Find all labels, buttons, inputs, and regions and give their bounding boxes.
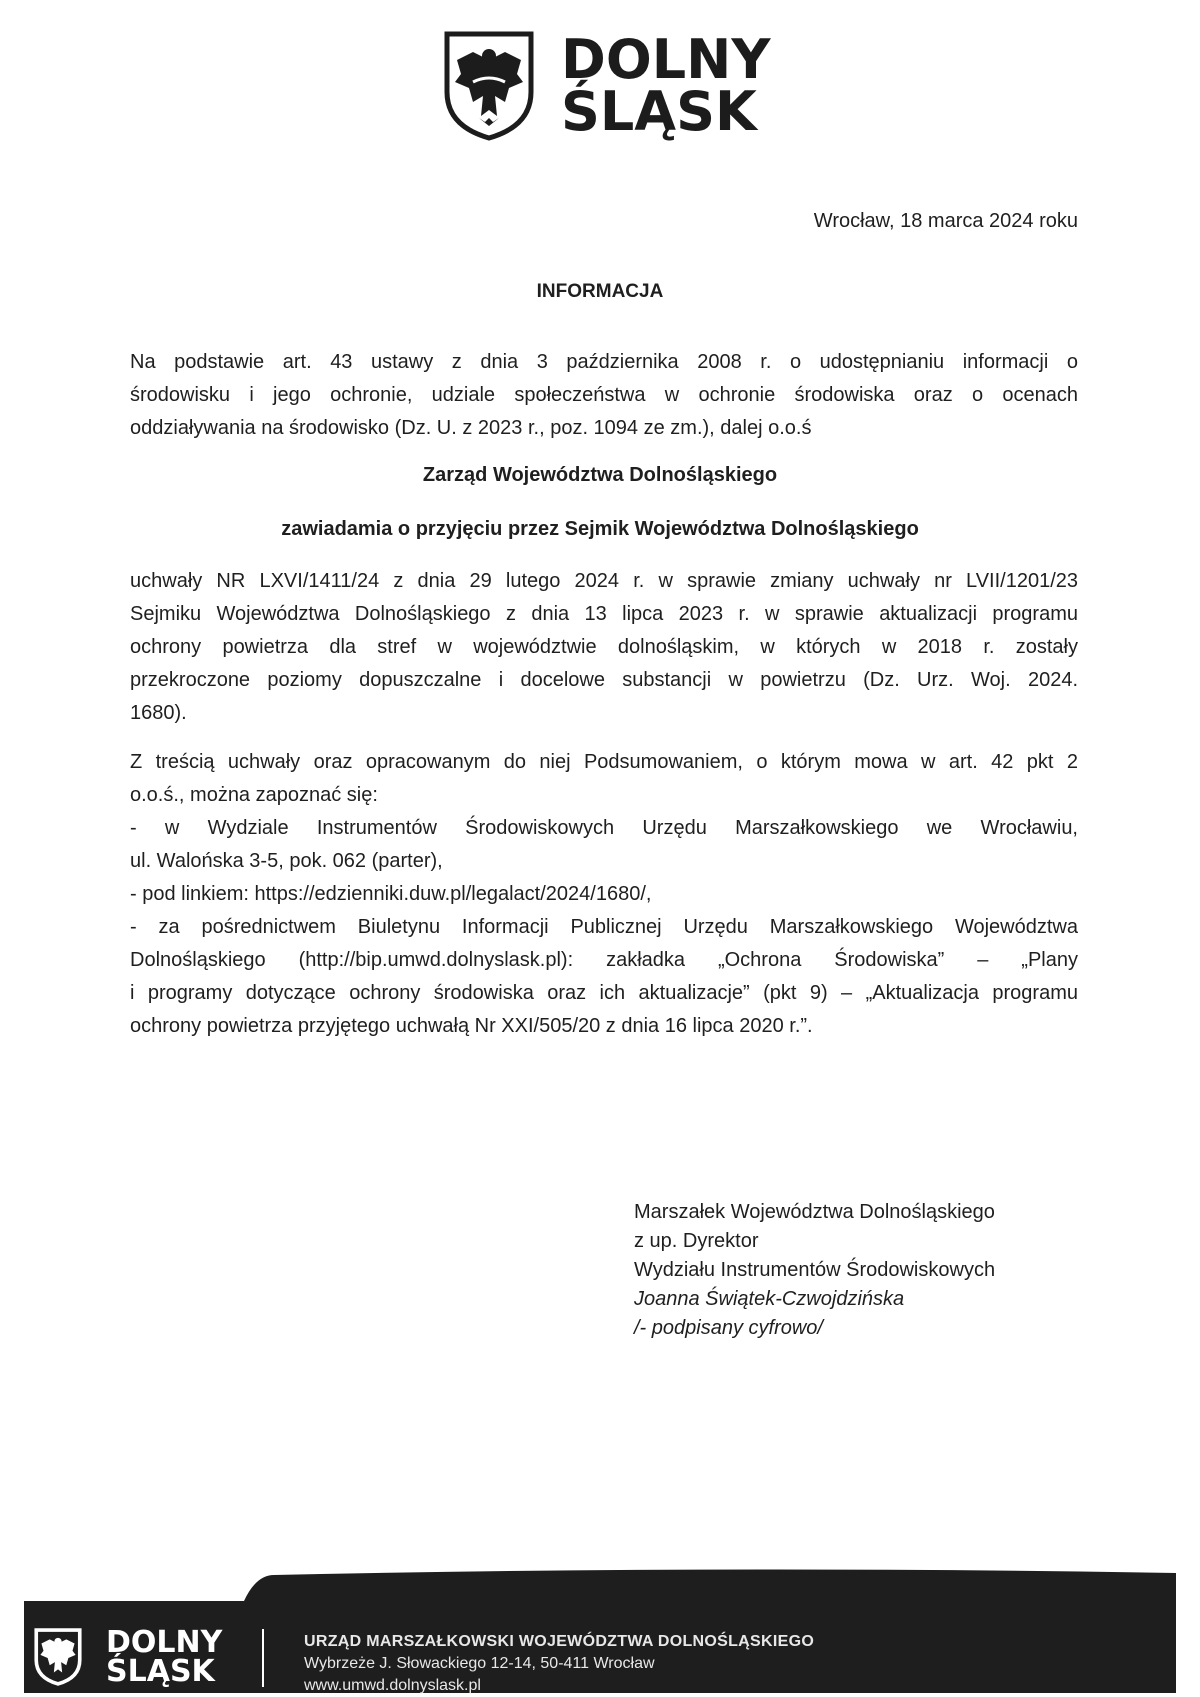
resolution-line: ochrony powietrza dla stref w województwie dolnośląskim, w których w 2018 r. zostały [130,636,1078,658]
resolution-line: uchwały NR LXVI/1411/24 z dnia 29 lutego 2024 r. w sprawie zmiany uchwały nr LVII/1201/23 [130,570,1078,592]
intro-line: oddziaływania na środowisko (Dz. U. z 2023 r., poz. 1094 ze zm.), dalej o.o.ś [130,417,812,439]
access-line: i programy dotyczące ochrony środowiska oraz ich aktualizacje” (pkt 9) – „Aktualizacja programu [130,982,1078,1004]
resolution-line: przekroczone poziomy dopuszczalne i docelowe substancji w powietrzu (Dz. Urz. Woj. 2024. [130,669,1078,691]
footer-logo-line-2: ŚLĄSK [106,1654,215,1689]
logo-wordmark [561,28,771,143]
authority-heading: Zarząd Województwa Dolnośląskiego [422,464,778,486]
signature-line-3: Wydziału Instrumentów Środowiskowych [634,1259,996,1281]
header-logo [443,30,770,142]
access-line: o.o.ś., można zapoznać się: [130,784,378,806]
announcement-heading: zawiadamia o przyjęciu przez Sejmik Województwa Dolnośląskiego [281,518,919,540]
footer-org: URZĄD MARSZAŁKOWSKI WOJEWÓDZTWA DOLNOŚLĄSKIEGO [304,1633,815,1650]
access-line: - za pośrednictwem Biuletynu Informacji Publicznej Urzędu Marszałkowskiego Województwa [130,916,1078,938]
coat-of-arms-icon [34,1628,82,1686]
footer-band [24,1565,1176,1693]
footer-logo-line-1: DOLNY [106,1625,223,1660]
logo-line-1: DOLNY [561,28,771,91]
footer-address: Wybrzeże J. Słowackiego 12-14, 50-411 Wrocław [304,1655,655,1672]
access-line: Dolnośląskiego (http://bip.umwd.dolnyslask.pl): zakładka „Ochrona Środowiska” – „Plany [130,949,1078,971]
resolution-line: Sejmiku Województwa Dolnośląskiego z dnia 13 lipca 2023 r. w sprawie aktualizacji programu [130,603,1078,625]
logo-line-2: ŚLĄSK [561,80,757,143]
resolution-paragraph [130,565,1078,730]
intro-line: Na podstawie art. 43 ustawy z dnia 3 października 2008 r. o udostępnianiu informacji o [130,351,1078,373]
signature-name: Joanna Świątek-Czwojdzińska [634,1288,905,1310]
signature-note: /- podpisany cyfrowo/ [634,1317,823,1339]
access-paragraph [130,746,1078,1043]
document-date: Wrocław, 18 marca 2024 roku [813,210,1078,232]
access-line: ochrony powietrza przyjętego uchwałą Nr XXI/505/20 z dnia 16 lipca 2020 r.”. [130,1015,813,1037]
coat-of-arms-icon [443,30,535,142]
access-line: ul. Walońska 3-5, pok. 062 (parter), [130,850,443,872]
footer-contact [304,1631,814,1697]
signature-line-1: Marszałek Województwa Dolnośląskiego [634,1201,995,1223]
intro-line: środowisku i jego ochronie, udziale społeczeństwa w ochronie środowiska oraz o ocenach [130,384,1078,406]
document-title: INFORMACJA [536,281,664,302]
signature-line-2: z up. Dyrektor [634,1230,759,1252]
signature-block [634,1198,995,1343]
access-line: - w Wydziale Instrumentów Środowiskowych Urzędu Marszałkowskiego we Wrocławiu, [130,817,1078,839]
resolution-line: 1680). [130,702,187,724]
intro-paragraph [130,346,1078,445]
access-line: - pod linkiem: https://edzienniki.duw.pl/legalact/2024/1680/, [130,883,652,905]
footer-logo [34,1625,223,1689]
footer-wordmark [106,1625,223,1689]
footer-divider [262,1629,264,1687]
access-line: Z treścią uchwały oraz opracowanym do niej Podsumowaniem, o którym mowa w art. 42 pkt 2 [130,751,1078,773]
footer-website[interactable]: www.umwd.dolnyslask.pl [304,1677,481,1694]
